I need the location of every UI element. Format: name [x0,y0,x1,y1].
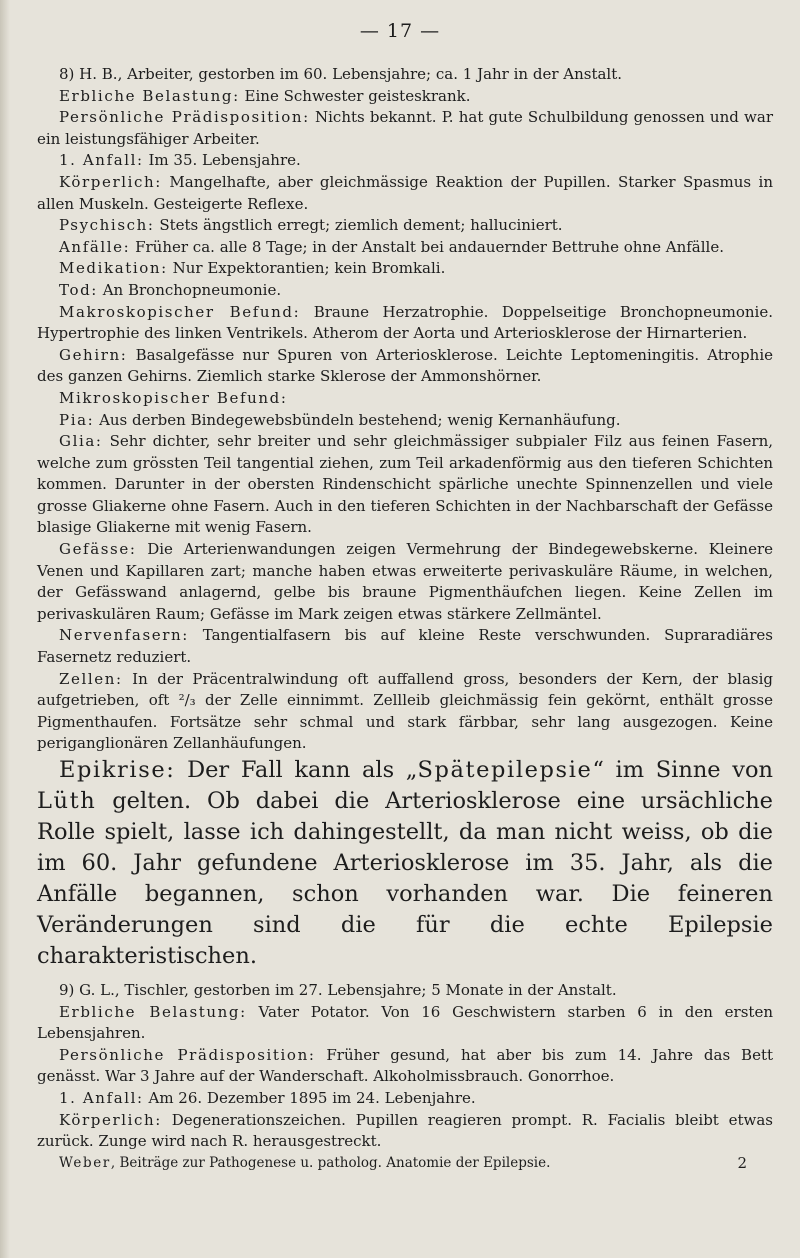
section-label: Mikroskopischer Befund: [59,388,288,407]
case-8-death: Tod: An Bronchopneumonie. [59,280,282,299]
fraction: ²/₃ [178,691,196,710]
case-9-intro: 9) G. L., Tischler, gestorben im 27. Lebensjahre; 5 Monate in der Anstalt. [59,981,617,999]
section-label: 1. Anfall: [59,151,144,170]
section-label: Pia: [59,410,95,429]
section-label: Anfälle: [59,237,131,256]
section-label: 1. Anfall: [59,1088,144,1107]
case-8-physical: Körperlich: Mangelhafte, aber gleichmässige Reaktion der Pupillen. Starker Spasmus in allen Muskeln. Gesteigerte Reflexe. [37,172,773,213]
case-8-attacks: Anfälle: Früher ca. alle 8 Tage; in der Anstalt bei andauernder Bettruhe ohne Anfälle. [59,237,724,256]
section-label: Medikation: [59,259,168,278]
section-label: Psychisch: [59,216,155,235]
section-label: Glia: [59,432,103,451]
section-label: Körperlich: [59,172,162,191]
case-9-physical: Körperlich: Degenerationszeichen. Pupillen reagieren prompt. R. Facialis bleibt etwas zurück. Zunge wird nach R. herausgestreckt. [37,1110,773,1151]
case-8-intro: 8) H. B., Arbeiter, gestorben im 60. Lebensjahre; ca. 1 Jahr in der Anstalt. [59,65,623,83]
section-label: Nervenfasern: [59,626,189,645]
case-8-psychic: Psychisch: Stets ängstlich erregt; ziemlich dement; halluciniert. [59,216,563,235]
case-8-predisposition: Persönliche Prädisposition: Nichts bekannt. P. hat gute Schulbildung genossen und war ein leistungsfähiger Arbeiter. [37,108,774,148]
epikrise-label: Epikrise: [59,757,176,783]
page-body [37,64,773,1173]
footer-author: Weber [59,1154,111,1171]
case-8-vessels: Gefässe: Die Arterienwandungen zeigen Vermehrung der Bindegewebskerne. Kleinere Venen und Kapillaren zart; manche haben etwas erweiterte perivaskuläre Räume, in welchen, der Gefässwand anlagernd, gelbe bis braune Pigmenthäufchen liegen. Keine Zellen im perivaskulären Raum; Gefässe im Mark zeigen etwas stärkere Zellmäntel. [37,540,773,623]
case-8-first-attack: 1. Anfall: Im 35. Lebensjahre. [59,151,301,170]
case-8-cells: Zellen: In der Präcentralwindung oft auffallend gross, besonders der Kern, der blasig aufgetrieben, oft ²/₃ der Zelle einnimmt. Zellleib gleichmässig fein gekörnt, enthält grosse Pigmenthaufen. Fortsätze sehr schmal und stark färbbar, sehr lang ausgezogen. Keine periganglionären Zellanhäufungen. [37,669,773,753]
section-label: Körperlich: [59,1110,162,1129]
footer-title: , Beiträge zur Pathogenese u. patholog. Anatomie der Epilepsie. [110,1154,551,1171]
section-label: Erbliche Belastung: [59,86,240,105]
case-8-microscopic [37,388,773,410]
section-label: Gehirn: [59,345,128,364]
case-8-medication: Medikation: Nur Expektorantien; kein Bromkali. [59,259,446,278]
author-lueth: Lüth [37,788,97,814]
case-9-predisposition: Persönliche Prädisposition: Früher gesund, hat aber bis zum 14. Jahre das Bett genässt. War 3 Jahre auf der Wanderschaft. Alkoholmissbrauch. Gonorrhoe. [37,1045,773,1086]
case-8-pia: Pia: Aus derben Bindegewebsbündeln bestehend; wenig Kernanhäufung. [59,410,621,429]
case-8-glia: Glia: Sehr dichter, sehr breiter und sehr gleichmässiger subpialer Filz aus feinen Fasern, welche zum grössten Teil tangential ziehen, zum Teil arkadenförmig aus den tieferen Schichten kommen. Darunter in der obersten Rindenschicht spärliche unechte Spinnenzellen und viele grosse Gliakerne ohne Fasern. Auch in den tieferen Schichten in der Nachbarschaft der Gefässe blasige Gliakerne mit wenig Fasern. [37,432,773,537]
case-8-hereditary: Erbliche Belastung: Eine Schwester geisteskrank. [59,86,471,105]
page-number: — 17 — [359,20,441,42]
signature-mark: 2 [737,1153,747,1172]
section-label: Makroskopischer Befund: [59,302,301,321]
page-binding-shadow [0,0,10,1258]
case-9-hereditary: Erbliche Belastung: Vater Potator. Von 16 Geschwistern starben 6 in den ersten Lebensjahren. [37,1002,773,1043]
page-footer [37,1153,773,1173]
epikrise-paragraph: Epikrise: Der Fall kann als „Spätepilepsie“ im Sinne von Lüth gelten. Ob dabei die Arteriosklerose eine ursächliche Rolle spielt, lasse ich dahingestellt, da man nicht weiss, ob die im 60. Jahr gefundene Arteriosklerose im 35. Jahr, als die Anfälle begannen, schon vorhanden war. Die feineren Veränderungen sind die für die echte Epilepsie charakteristischen. [37,757,773,969]
case-8-nerve-fibers: Nervenfasern: Tangentialfasern bis auf kleine Reste verschwunden. Supraradiäres Fasernetz reduziert. [37,626,773,667]
case-9-first-attack: 1. Anfall: Am 26. Dezember 1895 im 24. Lebenjahre. [59,1088,476,1107]
section-label: Persönliche Prädisposition: [59,108,310,127]
section-label: Erbliche Belastung: [59,1002,247,1021]
term-spaetepilepsie: Spätepilepsie [417,757,593,783]
case-8-brain: Gehirn: Basalgefässe nur Spuren von Arteriosklerose. Leichte Leptomeningitis. Atrophie des ganzen Gehirns. Ziemlich starke Sklerose der Ammonshörner. [37,345,773,386]
section-label: Tod: [59,280,98,299]
section-label: Gefässe: [59,540,137,559]
section-label: Persönliche Prädisposition: [59,1045,316,1064]
case-8-macroscopic: Makroskopischer Befund: Braune Herzatrophie. Doppelseitige Bronchopneumonie. Hypertrophie des linken Ventrikels. Atherom der Aorta und Arteriosklerose der Hirnarterien. [37,302,773,343]
section-label: Zellen: [59,669,123,688]
